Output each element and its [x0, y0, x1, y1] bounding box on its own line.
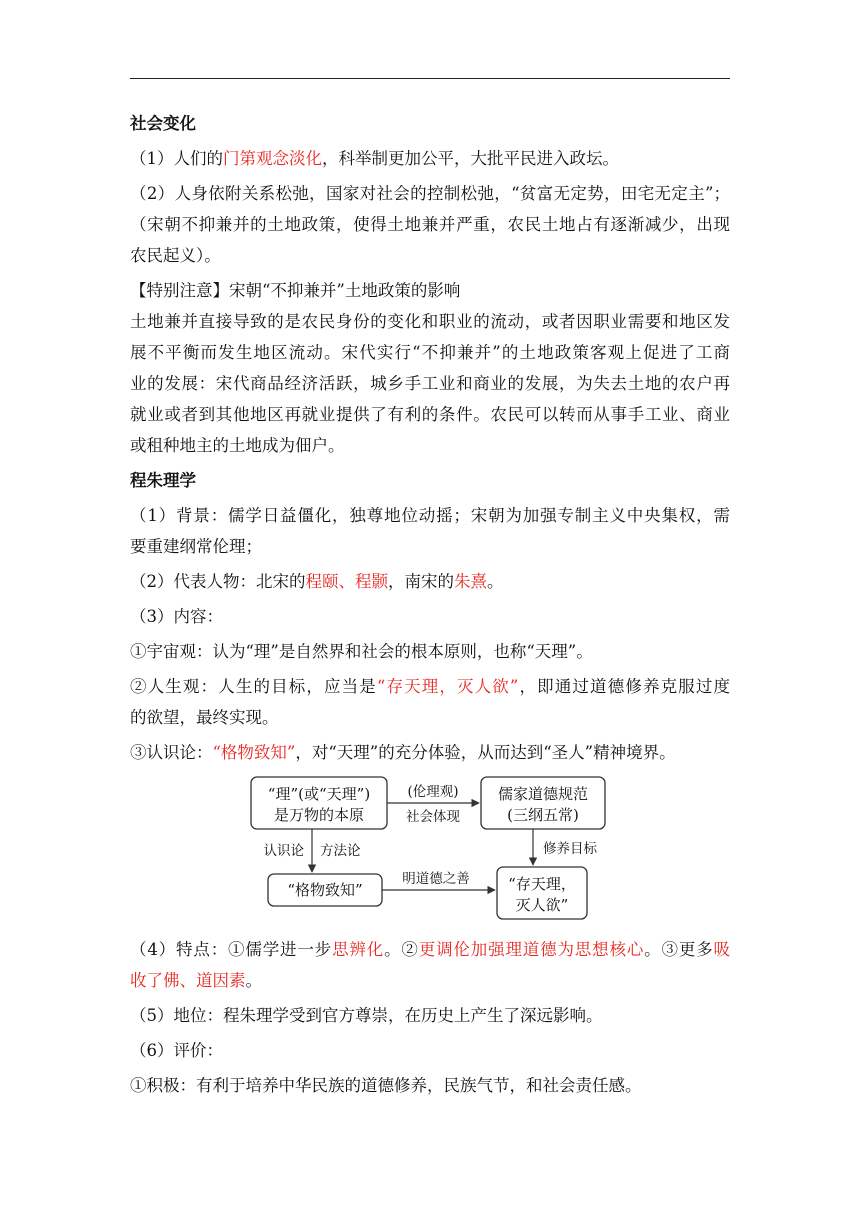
text: 。	[245, 971, 262, 990]
text: 。	[487, 572, 504, 591]
concept-diagram	[130, 774, 730, 934]
arrow-top-label-below: 社会体现	[406, 809, 460, 825]
characteristics	[130, 934, 730, 965]
arrow-left-label-b: 方法论	[320, 843, 361, 859]
text: ，即通过道德修养克服过度	[518, 677, 731, 696]
note-line-3: 业的发展：宋代商品经济活跃，城乡手工业和商业的发展，为失去土地的农户再	[130, 374, 730, 393]
arrow-top-label-above: (伦理观)	[407, 784, 459, 800]
paragraph-1	[130, 143, 730, 174]
paragraph-2-line-3: 农民起义）。	[130, 246, 221, 265]
status: （5）地位：程朱理学受到官方尊崇，在历史上产生了深远影响。	[130, 1006, 603, 1025]
cosmology: ①宇宙观：认为“理”是自然界和社会的根本原则，也称“天理”。	[130, 642, 593, 661]
text: ②人生观：人生的目标，应当是	[130, 677, 377, 696]
note-line-5: 或租种地主的土地成为佃户。	[130, 436, 345, 455]
text: ③认识论：	[130, 743, 213, 762]
note-line-2: 展不平衡而发生地区流动。宋代实行“不抑兼并”的土地政策客观上促进了工商	[130, 343, 730, 362]
highlight-text: 程颐、程颢	[305, 572, 388, 591]
text: 。②	[384, 940, 419, 959]
box-li-line-1: “理”(或“天理”)	[267, 785, 371, 803]
highlight-text: “格物致知”	[212, 743, 296, 762]
diagram-svg	[130, 774, 730, 934]
highlight-text: 更调伦加强理道德为思想核心	[418, 940, 645, 959]
highlight-text: 思辨化	[332, 940, 385, 959]
content-label: （3）内容：	[130, 607, 223, 626]
box-preserve-principle-line-2: 灭人欲”	[515, 896, 569, 914]
outlook-on-life	[130, 671, 730, 702]
outlook-on-life-line-2: 的欲望，最终实现。	[130, 708, 279, 727]
text: （2）代表人物：北宋的	[130, 572, 306, 591]
paragraph-2-line-2: （宋朝不抑兼并的土地政策，使得土地兼并严重，农民土地占有逐渐减少，出现	[130, 215, 730, 234]
arrow-left-label-a: 认识论	[263, 843, 304, 859]
highlight-text: 朱熹	[454, 572, 487, 591]
highlight-text: 吸	[713, 940, 731, 959]
text: ，科举制更加公平，大批平民进入政坛。	[322, 149, 619, 168]
paragraph-2-line-1: （2）人身依附关系松弛，国家对社会的控制松弛，“贫富无定势，田宅无定主”；	[130, 184, 730, 203]
document-body	[130, 108, 730, 1101]
characteristics-line-2	[130, 965, 730, 996]
note-line-4: 就业或者到其他地区再就业提供了有利的条件。农民可以转而从事手工业、商业	[130, 405, 730, 424]
evaluation-positive: ①积极：有利于培养中华民族的道德修养，民族气节，和社会责任感。	[130, 1076, 642, 1095]
header-rule	[130, 78, 730, 79]
box-preserve-principle-line-1: “存天理，	[508, 875, 576, 893]
note-line-1: 土地兼并直接导致的是农民身份的变化和职业的流动，或者因职业需要和地区发	[130, 312, 730, 331]
box-li-line-2: 是万物的本原	[273, 806, 365, 824]
text: ，对“天理”的充分体验，从而达到“圣人”精神境界。	[295, 743, 676, 762]
representatives	[130, 566, 730, 597]
text: （1）人们的	[130, 149, 223, 168]
highlight-text: “存天理，灭人欲”	[376, 677, 519, 696]
background-line-1: （1）背景：儒学日益僵化，独尊地位动摇；宋朝为加强专制主义中央集权，需	[130, 506, 730, 525]
text: （4）特点：①儒学进一步	[130, 940, 333, 959]
arrow-bottom-label: 明道德之善	[402, 871, 470, 887]
text: ，南宋的	[388, 572, 454, 591]
evaluation-label: （6）评价：	[130, 1041, 223, 1060]
epistemology	[130, 737, 730, 768]
arrow-right-label: 修养目标	[543, 841, 597, 857]
box-moral-norms-line-1: 儒家道德规范	[497, 785, 589, 803]
special-note-title: 【特别注意】宋朝“不抑兼并”土地政策的影响	[130, 281, 461, 300]
section-title-social-change: 社会变化	[130, 114, 196, 133]
highlight-text: 门第观念淡化	[223, 149, 322, 168]
background-line-2: 要重建纲常伦理；	[130, 537, 262, 556]
box-moral-norms-line-2: (三纲五常)	[507, 806, 579, 824]
section-title-neo-confucianism: 程朱理学	[130, 471, 196, 490]
text: 。③更多	[644, 940, 714, 959]
box-gewu-zhizhi-text: “格物致知”	[287, 881, 363, 899]
highlight-text: 收了佛、道因素	[130, 971, 246, 990]
